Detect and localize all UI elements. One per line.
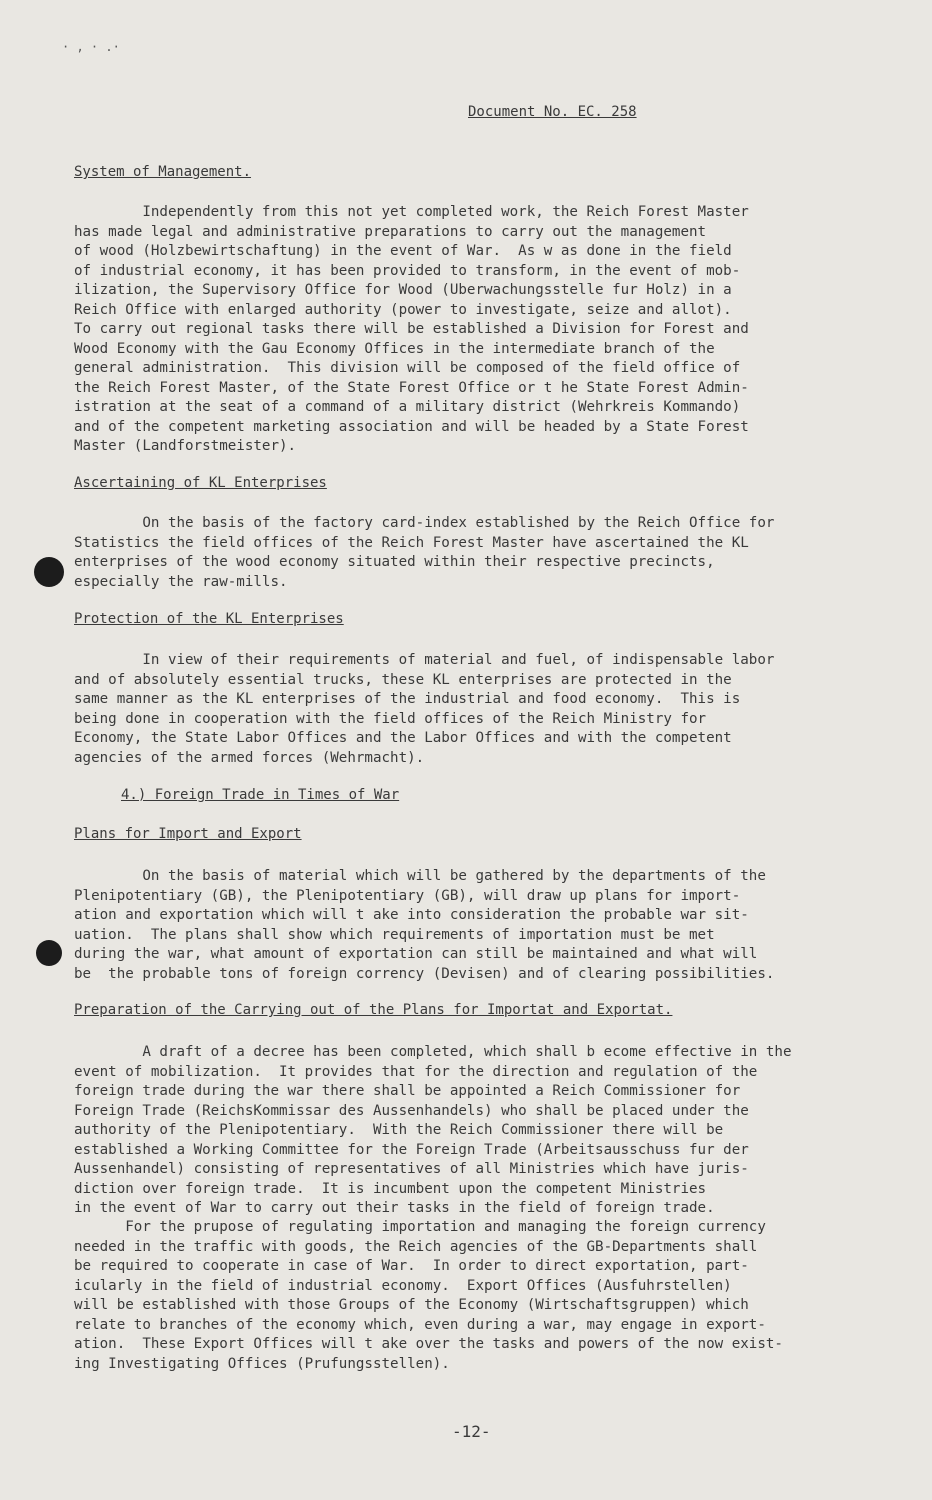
heading-plans-import-export: Plans for Import and Export [74, 826, 302, 842]
heading-foreign-trade: 4.) Foreign Trade in Times of War [121, 787, 400, 803]
page-number: -12- [452, 1422, 491, 1441]
paragraph-preparation-decree: A draft of a decree has been completed, which shall b ecome effective in the event of mobilization. It provides that for the direction and regulation of the foreign trade during the war there shall be appointed a Reich Commissioner for Foreign Trade (ReichsKommissar des Aussenhandels) who shall be placed under the authority of the Plenipotentiary. With the Reich Commissioner there will be established a Working Committee for the Foreign Trade (Arbeitsausschuss fur der Aussenhandel) consisting of representatives of all Ministries which have juris- diction over foreign trade. It is incumbent upon the competent Ministries in the event of War to carry out their tasks in the field of foreign trade. [74, 1044, 792, 1216]
heading-system-of-management: System of Management. [74, 164, 252, 180]
punch-hole-bottom [36, 940, 62, 966]
punch-hole-top [34, 557, 64, 587]
heading-ascertaining-kl-enterprises: Ascertaining of KL Enterprises [74, 475, 327, 491]
heading-protection-kl-enterprises: Protection of the KL Enterprises [74, 611, 344, 627]
paragraph-protection-kl-enterprises: In view of their requirements of material and fuel, of indispensable labor and of absolutely essential trucks, these KL enterprises are protected in the same manner as the KL enterprises of the industrial and food economy. This is being done in cooperation with the field offices of the Reich Ministry for Economy, the State Labor Offices and the Labor Offices and with the competent agencies of the armed forces (Wehrmacht). [74, 652, 775, 766]
paragraph-preparation-importation: For the prupose of regulating importation and managing the foreign currency needed in the traffic with goods, the Reich agencies of the GB-Departments shall be required to cooperate in case of War. In order to direct exportation, part- icularly in the field of industrial economy. Export Offices (Ausfuhrstellen) will be established with those Groups of the Economy (Wirtschaftsgruppen) which relate to branches of the economy which, even during a war, may engage in export- ation. These Export Offices will t ake over the tasks and powers of the now exist- ing Investigating Offices (Prufungsstellen). [74, 1219, 783, 1372]
paper-specks: · , · .· [62, 40, 120, 54]
document-number: Document No. EC. 258 [468, 104, 637, 120]
heading-preparation-carrying-out: Preparation of the Carrying out of the Plans for Importat and Exportat. [74, 1002, 673, 1018]
paragraph-ascertaining-kl-enterprises: On the basis of the factory card-index established by the Reich Office for Statistics the field offices of the Reich Forest Master have ascertained the KL enterprises of the wood economy situated within their respective precincts, especially the raw-mills. [74, 515, 775, 590]
paragraph-system-of-management: Independently from this not yet completed work, the Reich Forest Master has made legal and administrative preparations to carry out the management of wood (Holzbewirtschaftung) in the event of War. As w as done in the field of industrial economy, it has been provided to transform, in the event of mob- ilization, the Supervisory Office for Wood (Uberwachungsstelle fur Holz) in a Reich Office with enlarged authority (power to investigate, seize and allot). To carry out regional tasks there will be established a Division for Forest and Wood Economy with the Gau Economy Offices in the intermediate branch of the general administration. This division will be composed of the field office of the Reich Forest Master, of the State Forest Office or t he State Forest Admin- istration at the seat of a command of a military district (Wehrkreis Kommando) and of the competent marketing association and will be headed by a State Forest Master (Landforstmeister). [74, 204, 749, 454]
paragraph-plans-import-export: On the basis of material which will be gathered by the departments of the Plenipotentiary (GB), the Plenipotentiary (GB), will draw up plans for import- ation and exportation which will t ake into consideration the probable war sit- uation. The plans shall show which requirements of importation must be met during the war, what amount of exportation can still be maintained and what will be the probable tons of foreign correncу (Devisen) and of clearing possibilities. [74, 868, 775, 982]
